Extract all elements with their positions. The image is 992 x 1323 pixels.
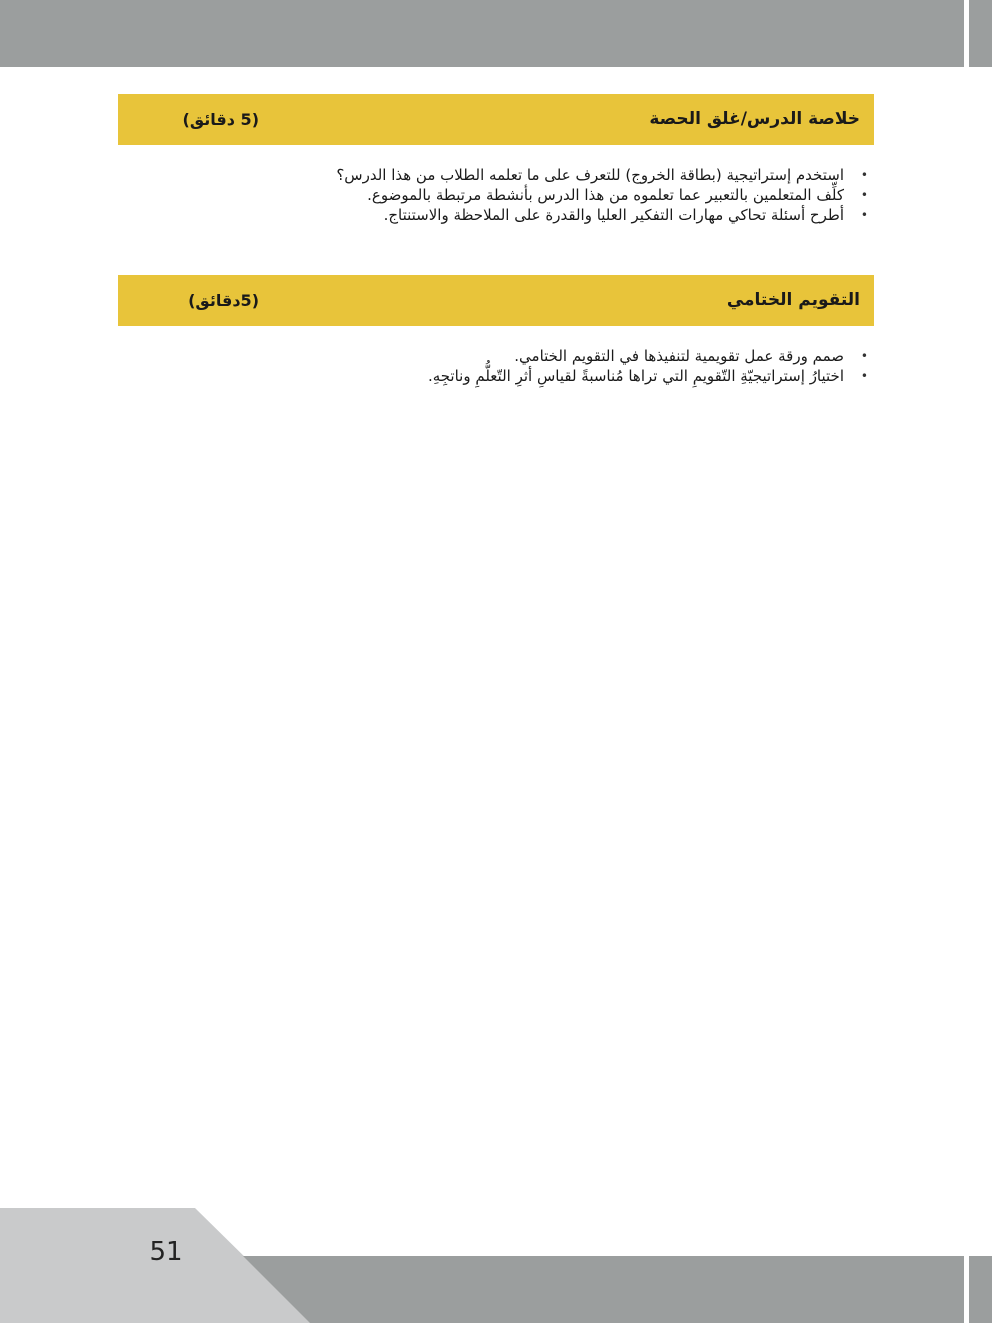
footer-band-divider: [964, 1256, 969, 1323]
section-duration: (5 دقائق): [182, 110, 259, 129]
list-item: [144, 366, 868, 386]
section-header-final-assessment: [118, 275, 874, 326]
section-title: التقويم الختامي: [726, 290, 860, 310]
lesson-summary-list: [144, 165, 874, 225]
bullet-icon: •: [860, 168, 868, 182]
page-number: 51: [149, 1237, 183, 1267]
list-item-text: استخدم إستراتيجية (بطاقة الخروج) للتعرف على ما تعلمه الطلاب من هذا الدرس؟: [336, 166, 844, 184]
bullet-icon: •: [860, 369, 868, 383]
bullet-icon: •: [860, 208, 868, 222]
list-item-text: كلِّف المتعلمين بالتعبير عما تعلموه من هذا الدرس بأنشطة مرتبطة بالموضوع.: [367, 186, 844, 204]
bullet-icon: •: [860, 188, 868, 202]
list-item-text: صمم ورقة عمل تقويمية لتنفيذها في التقويم الختامي.: [514, 347, 844, 365]
list-item: [144, 205, 868, 225]
section-title: خلاصة الدرس/غلق الحصة: [649, 109, 860, 129]
section-duration: (5دقائق): [188, 291, 259, 310]
top-frame-band: [0, 0, 992, 67]
list-item: [144, 165, 868, 185]
list-item-text: أطرح أسئلة تحاكي مهارات التفكير العليا والقدرة على الملاحظة والاستنتاج.: [383, 206, 844, 224]
top-band-divider: [964, 0, 969, 67]
bullet-icon: •: [860, 349, 868, 363]
list-item: [144, 185, 868, 205]
final-assessment-list: [144, 346, 874, 386]
list-item-text: اختيارُ إستراتيجيّةِ التّقويمِ التي تراها مُناسبةً لقياسِ أثرِ التّعلُّمِ وناتجِهِ.: [427, 367, 844, 385]
section-header-lesson-summary: [118, 94, 874, 145]
list-item: [144, 346, 868, 366]
